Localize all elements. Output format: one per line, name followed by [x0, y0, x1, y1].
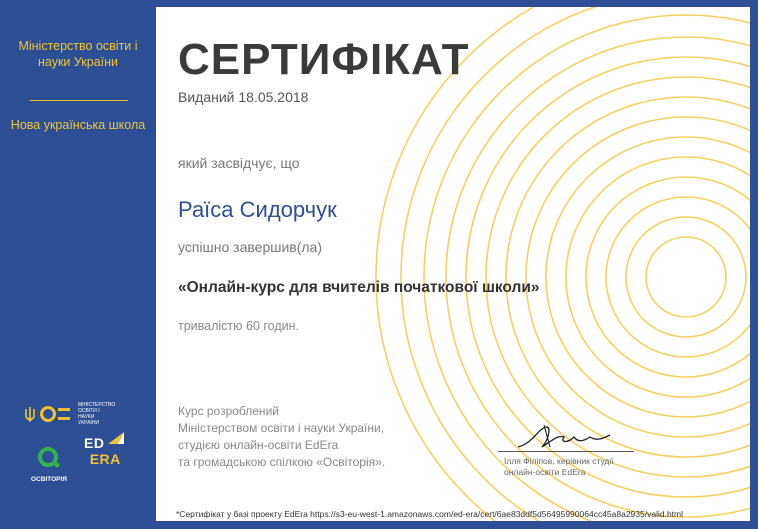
course-title: «Онлайн-курс для вчителів початкової школи»: [178, 279, 540, 296]
signature-line: [498, 451, 634, 452]
edera-logo: [84, 436, 126, 466]
developers-line-1: Курс розроблений: [178, 404, 279, 418]
signer-line-2: онлайн-освіти EdEra: [504, 467, 586, 477]
edera-arrow-icon: [106, 430, 126, 452]
certificate-paper: [156, 7, 750, 521]
sidebar: [0, 0, 156, 529]
edera-logo-bottom: ERA: [89, 451, 121, 467]
osvitoria-label: ОСВІТОРІЯ: [31, 476, 67, 483]
course-duration: тривалістю 60 годин.: [178, 319, 299, 333]
signer-block: [504, 456, 614, 478]
mon-logo-text: МІНІСТЕРСТВО ОСВІТИ І НАУКИ УКРАЇНИ: [78, 402, 116, 426]
mon-mark-icon: [40, 405, 72, 423]
developers-line-3: студією онлайн-освіти EdEra: [178, 438, 339, 452]
signature: [498, 421, 636, 455]
certificate-title: СЕРТИФІКАТ: [178, 35, 470, 84]
issue-date: Виданий 18.05.2018: [178, 89, 309, 105]
nus-title: Нова українська школа: [10, 118, 146, 132]
osvitoria-logo: [30, 447, 68, 483]
recipient-name: Раїса Сидорчук: [178, 197, 337, 222]
sidebar-divider: [30, 100, 128, 101]
certify-text: який засвідчує, що: [178, 155, 300, 171]
developers-line-2: Міністерством освіти і науки України,: [178, 421, 385, 435]
edera-logo-top: ED: [84, 435, 105, 451]
mon-logo: [24, 402, 116, 426]
osvitoria-icon: [37, 447, 61, 469]
developers-line-4: та громадською спілкою «Освіторія».: [178, 455, 386, 469]
trident-icon: [24, 406, 36, 422]
ministry-title: Міністерство освіти і науки України: [18, 39, 138, 69]
verification-footer: *Сертифікат у базі проекту EdEra https://s3-eu-west-1.amazonaws.com/ed-era/cert/6ae83ddf5d56495990064cc45a8a2935/valid.html: [176, 509, 684, 519]
completed-text: успішно завершив(ла): [178, 239, 322, 255]
developers-block: [178, 403, 385, 471]
signer-line-1: Ілля Філіпов, керівник студії: [504, 456, 614, 466]
